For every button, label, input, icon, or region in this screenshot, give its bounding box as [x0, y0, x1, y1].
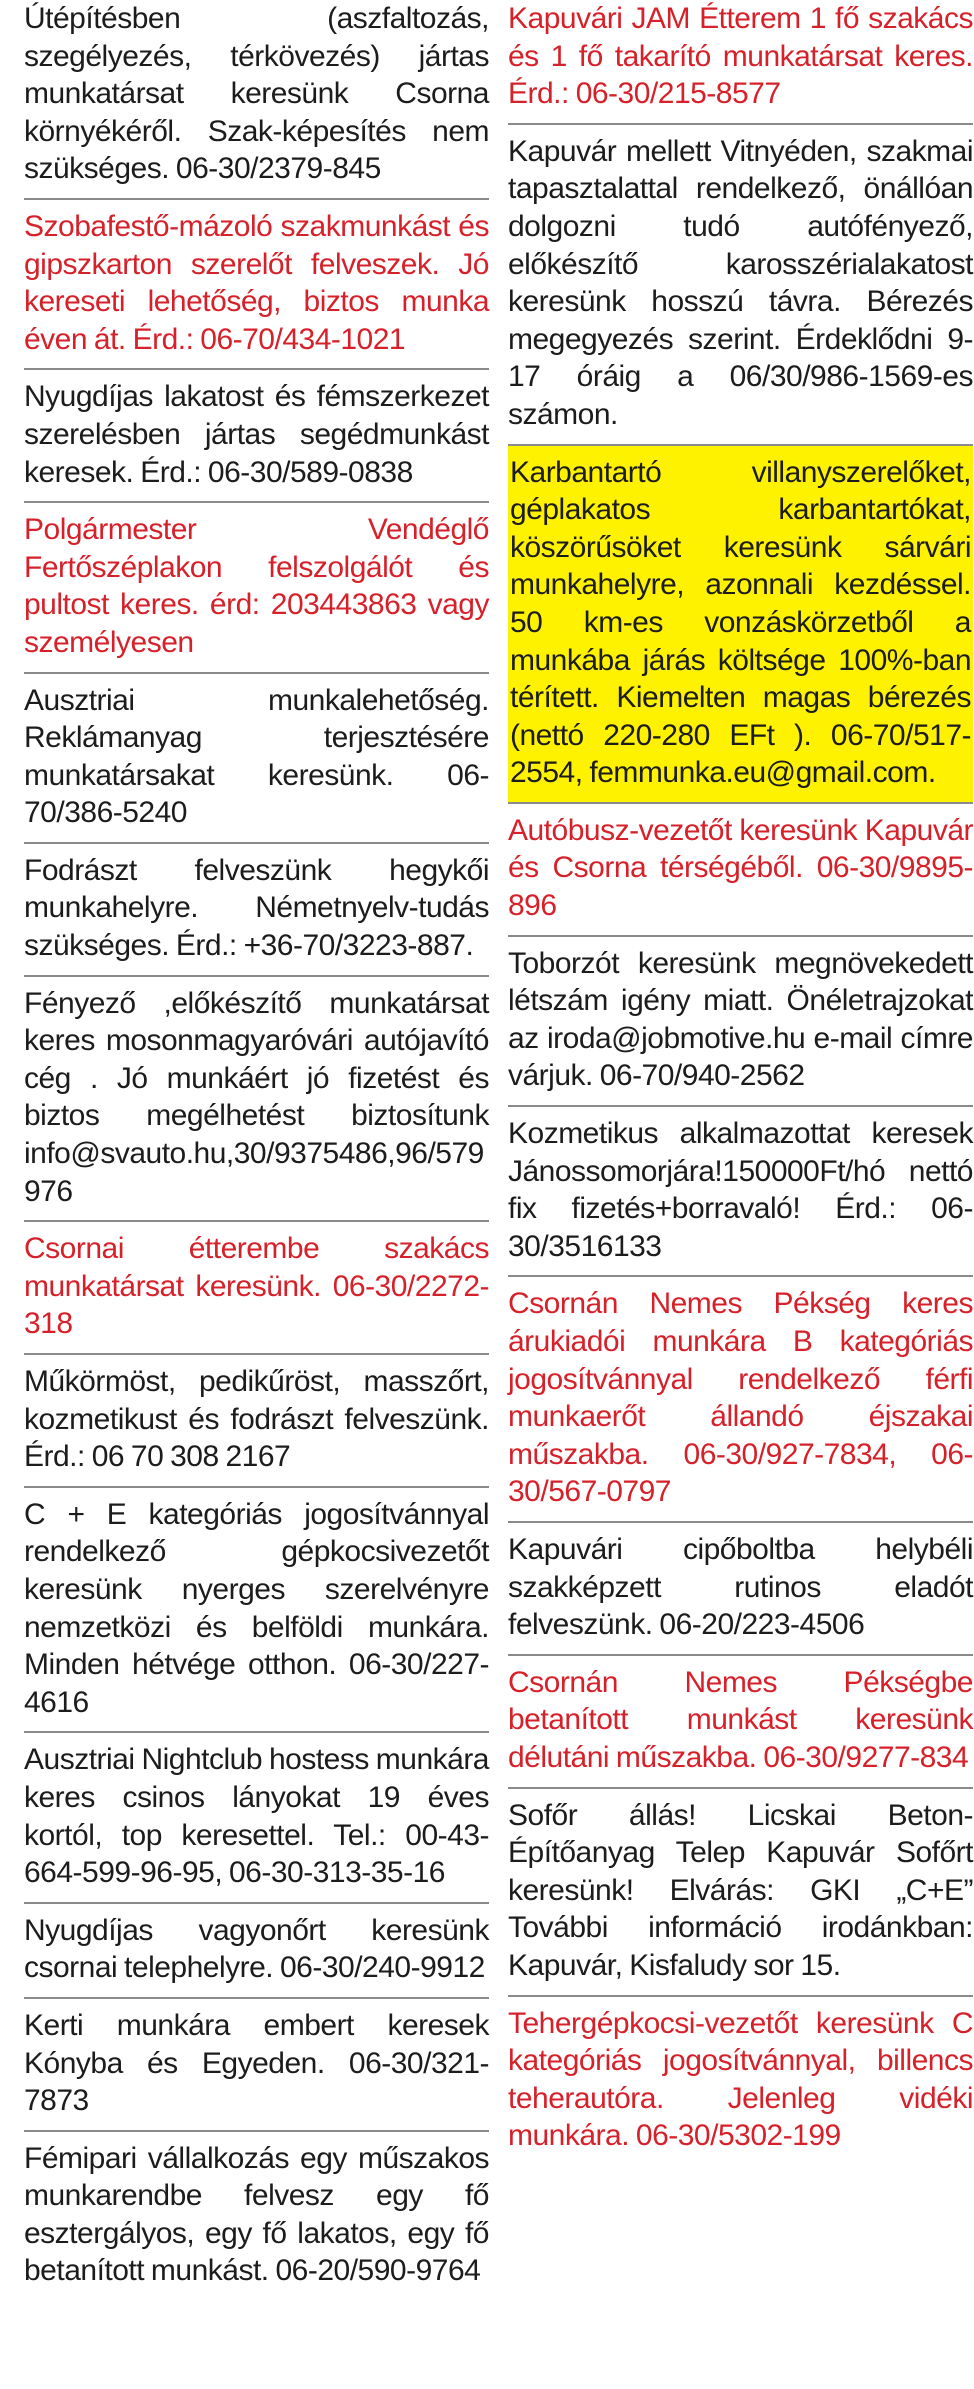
ad-item: Fémipari vállalkozás egy műszakos munkarendbe felvesz egy fő esztergályos, egy fő lakatos, egy fő betanított munkást. 06-20/590-9764 — [24, 2141, 489, 2288]
ad-item: Fényező ,előkészítő munkatársat keres mosonmagyaróvári autójavító cég . Jó munkáért jó fizetést és biztos megélhetést biztosítunk info@svauto.hu,30/9375486,96/579 976 — [24, 977, 489, 1223]
ad-item: Kozmetikus alkalmazottat keresek Jánossomorjára!150000Ft/hó nettó fix fizetés+borravaló! Érd.: 06-30/3516133 — [508, 1107, 973, 1277]
ad-item: Karbantartó villanyszerelőket, géplakatos karbantartókat, köszörűsöket keresünk sárvári munkahelyre, azonnali kezdéssel. 50 km-es vonzáskörzetből a munkába járás költsége 100%-ban térített. Kiemelten magas bérezés (nettó 220-280 EFt ). 06-70/517-2554, femmunka.eu@gmail.com. — [508, 446, 973, 804]
ad-item: C + E kategóriás jogosítvánnyal rendelkező gépkocsivezetőt keresünk nyerges szerelvényre nemzetközi és belföldi munkára. Minden hétvége otthon. 06-30/227-4616 — [24, 1488, 489, 1734]
ad-item: Sofőr állás! Licskai Beton- Építőanyag Telep Kapuvár Sofőrt keresünk! Elvárás: GKI „C+E” További információ irodánkban: Kapuvár, Kisfaludy sor 15. — [508, 1789, 973, 1997]
ad-item: Útépítésben (aszfaltozás, szegélyezés, térkövezés) jártas munkatársat keresünk Csorna környékéről. Szak-képesítés nem szükséges. 06-30/2379-845 — [24, 0, 489, 200]
right-column — [508, 0, 973, 2165]
ad-item: Nyugdíjas lakatost és fémszerkezet szerelésben jártas segédmunkást keresek. Érd.: 06-30/589-0838 — [24, 370, 489, 503]
ad-item: Autóbusz-vezetőt keresünk Kapuvár és Csorna térségéből. 06-30/9895-896 — [508, 804, 973, 937]
ad-item: Toborzót keresünk megnövekedett létszám igény miatt. Önéletrajzokat az iroda@jobmotive.hu e-mail címre várjuk. 06-70/940-2562 — [508, 937, 973, 1107]
ad-item: Kapuvár mellett Vitnyéden, szakmai tapasztalattal rendelkező, önállóan dolgozni tudó autófényező, előkészítő karosszérialakatost keresünk hosszú távra. Bérezés megegyezés szerint. Érdeklődni 9-17 óráig a 06/30/986-1569-es számon. — [508, 125, 973, 446]
ad-item: Kapuvári JAM Étterem 1 fő szakács és 1 fő takarító munkatársat keres. Érd.: 06-30/215-8577 — [508, 0, 973, 125]
ad-item: Csornán Nemes Pékség keres árukiadói munkára B kategóriás jogosítvánnyal rendelkező férfi munkaerőt állandó éjszakai műszakba. 06-30/927-7834, 06-30/567-0797 — [508, 1277, 973, 1523]
ad-item: Kapuvári cipőboltba helybéli szakképzett rutinos eladót felveszünk. 06-20/223-4506 — [508, 1523, 973, 1656]
left-column — [24, 0, 489, 2300]
ad-item: Csornán Nemes Pékségbe betanított munkást keresünk délutáni műszakba. 06-30/9277-834 — [508, 1656, 973, 1789]
ad-item: Szobafestő-mázoló szakmunkást és gipszkarton szerelőt felveszek. Jó kereseti lehetőség, biztos munka éven át. Érd.: 06-70/434-1021 — [24, 200, 489, 370]
ad-item: Polgármester Vendéglő Fertőszéplakon felszolgálót és pultost keres. érd: 203443863 vagy személyesen — [24, 503, 489, 673]
ad-item: Fodrászt felveszünk hegykői munkahelyre. Németnyelv-tudás szükséges. Érd.: +36-70/3223-887. — [24, 844, 489, 977]
ad-item: Ausztriai munkalehetőség. Reklámanyag terjesztésére munkatársakat keresünk. 06-70/386-5240 — [24, 674, 489, 844]
ad-item: Műkörmöst, pedikűröst, masszőrt, kozmetikust és fodrászt felveszünk. Érd.: 06 70 308 2167 — [24, 1355, 489, 1488]
ad-item: Kerti munkára embert keresek Kónyba és Egyeden. 06-30/321-7873 — [24, 1999, 489, 2132]
ad-item: Tehergépkocsi-vezetőt keresünk C kategóriás jogosítvánnyal, billencs teherautóra. Jelenleg vidéki munkára. 06-30/5302-199 — [508, 2006, 973, 2153]
ad-item: Nyugdíjas vagyonőrt keresünk csornai telephelyre. 06-30/240-9912 — [24, 1904, 489, 1999]
ad-item: Ausztriai Nightclub hostess munkára keres csinos lányokat 19 éves kortól, top keresettel. Tel.: 00-43-664-599-96-95, 06-30-313-35-16 — [24, 1733, 489, 1903]
ad-item: Csornai étterembe szakács munkatársat keresünk. 06-30/2272-318 — [24, 1222, 489, 1355]
